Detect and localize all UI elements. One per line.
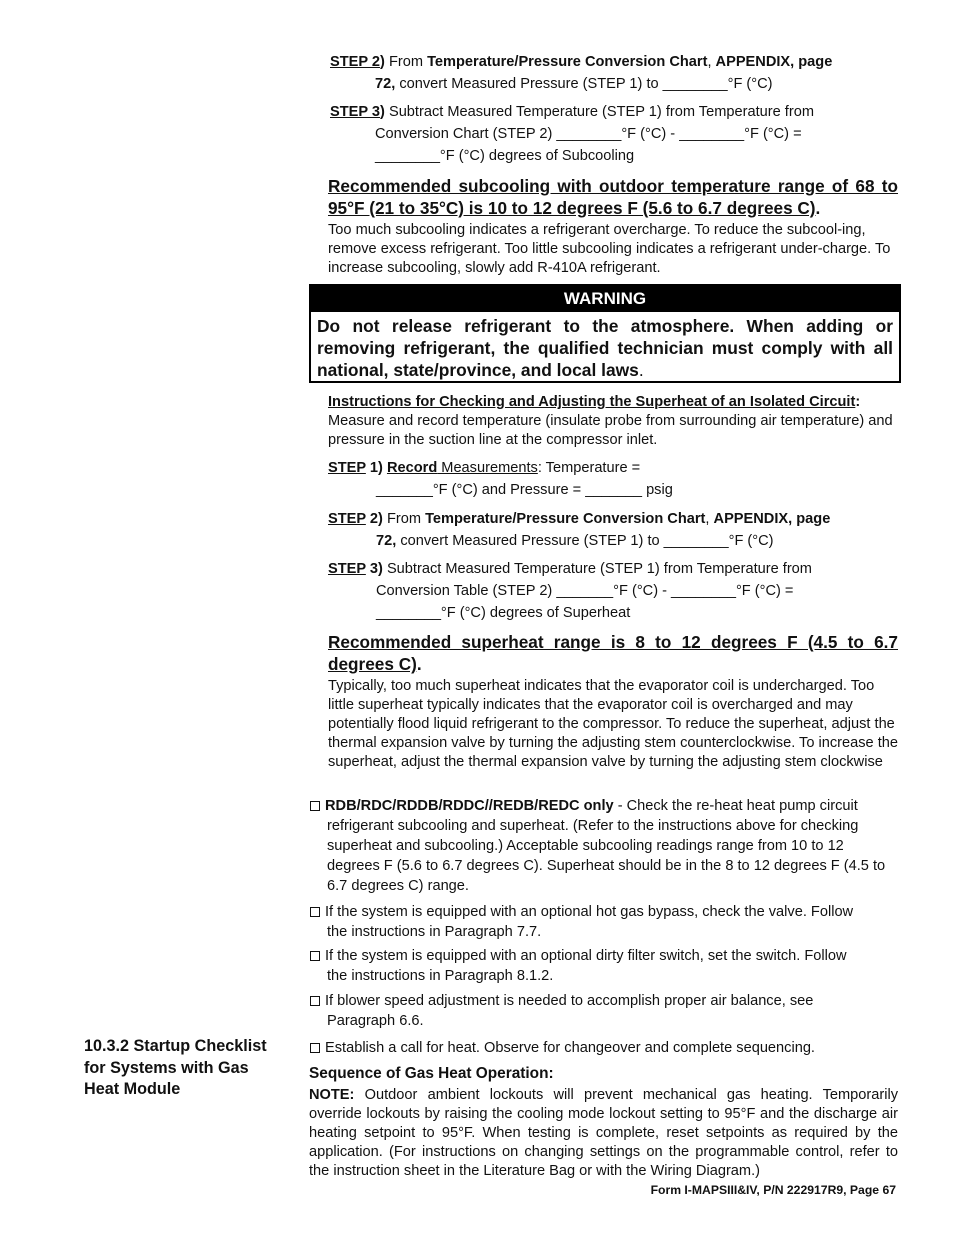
- superheat-step-1: STEP 1) Record Measurements: Temperature = _______°F (°C) and Pressure = _______ psig: [328, 460, 673, 498]
- checkbox-icon[interactable]: [310, 1043, 320, 1053]
- warning-title: WARNING: [311, 286, 899, 312]
- page-footer: Form I-MAPSIII&IV, P/N 222917R9, Page 67: [650, 1183, 896, 1197]
- step-label: STEP 2: [330, 54, 381, 70]
- superheat-step-2: STEP 2) From Temperature/Pressure Conversion Chart, APPENDIX, page 72, convert Measured Pressure (STEP 1) to ________°F (°C): [328, 511, 831, 549]
- recommended-superheat: Recommended superheat range is 8 to 12 degrees F (4.5 to 6.7 degrees C).: [328, 632, 898, 674]
- checklist-item-call-for-heat: Establish a call for heat. Observe for changeover and complete sequencing.: [310, 1038, 900, 1058]
- superheat-heading: Instructions for Checking and Adjusting the Superheat of an Isolated Circuit: [328, 394, 856, 410]
- checkbox-icon[interactable]: [310, 907, 320, 917]
- checkbox-icon[interactable]: [310, 996, 320, 1006]
- checklist-item-reheat: RDB/RDC/RDDB/RDDC//REDB/REDC only - Check the re-heat heat pump circuit refrigerant subcooling and superheat. (Refer to the instructions above for checking superheat and subcooling.) Acceptable subcooling readings range from 10 to 12 degrees F (5.6 to 6.7 degrees C). Superheat should be in the 8 to 12 degrees F (4.5 to 6.7 degrees C) range.: [310, 796, 900, 896]
- checkbox-icon[interactable]: [310, 801, 320, 811]
- superheat-intro: Measure and record temperature (insulate probe from surrounding air temperature) and pressure in the suction line at the compressor inlet.: [328, 413, 893, 448]
- step-label: STEP: [328, 460, 366, 476]
- step-label: STEP: [328, 511, 366, 527]
- superheat-instructions: Instructions for Checking and Adjusting the Superheat of an Isolated Circuit: Measure and record temperature (insulate probe from surrounding air temperature) and pressure in the suction line at the compressor inlet.: [328, 394, 893, 448]
- checklist-item-dirty-filter: If the system is equipped with an optional dirty filter switch, set the switch. Follow the instructions in Paragraph 8.1.2.: [310, 946, 900, 986]
- warning-text: Do not release refrigerant to the atmosphere. When adding or removing refrigerant, the qualified technician must comply with all national, state/province, and local laws.: [317, 316, 893, 380]
- checklist-item-blower-speed: If blower speed adjustment is needed to accomplish proper air balance, see Paragraph 6.6.: [310, 991, 900, 1031]
- note-label: NOTE:: [309, 1087, 355, 1103]
- step-label: STEP 3: [330, 104, 381, 120]
- gas-heat-note: NOTE: Outdoor ambient lockouts will prevent mechanical gas heating. Temporarily override lockouts by raising the cooling mode lockout setting to 95°F and the discharge air heating setpoint to 95°F. When testing is complete, reset setpoints as required by the application. (For instructions on changing settings on the programmable control, refer to the instruction sheet in the Literature Bag or with the Wiring Diagram.): [309, 1087, 898, 1179]
- warning-box: [309, 284, 901, 383]
- sequence-subheading: Sequence of Gas Heat Operation:: [309, 1065, 554, 1082]
- recommended-subcooling: Recommended subcooling with outdoor temperature range of 68 to 95°F (21 to 35°C) is 10 to 12 degrees F (5.6 to 6.7 degrees C).: [328, 176, 898, 218]
- checklist-item-hot-gas-bypass: If the system is equipped with an optional hot gas bypass, check the valve. Follow the instructions in Paragraph 7.7.: [310, 902, 900, 942]
- step-label: STEP: [328, 561, 366, 577]
- superheat-paragraph: Typically, too much superheat indicates that the evaporator coil is undercharged. Too little superheat typically indicates that the evaporator coil is overcharged and may potentially flood liquid refrigerant to the compressor. To reduce the superheat, adjust the thermal expansion valve by turning the adjusting stem counterclockwise. To increase the superheat, adjust the thermal expansion valve by turning the adjusting stem clockwise: [328, 678, 899, 770]
- superheat-step-3: STEP 3) Subtract Measured Temperature (STEP 1) from Temperature from Conversion Table (STEP 2) _______°F (°C) - ________°F (°C) = ________°F (°C) degrees of Superheat: [328, 561, 812, 621]
- section-heading-gas-heat: 10.3.2 Startup Checklist for Systems with Gas Heat Module: [84, 1037, 267, 1098]
- subcool-step-2: STEP 2) From Temperature/Pressure Conversion Chart, APPENDIX, page 72, convert Measured Pressure (STEP 1) to ________°F (°C): [330, 54, 833, 92]
- subcool-step-3: STEP 3) Subtract Measured Temperature (STEP 1) from Temperature from Conversion Chart (STEP 2) ________°F (°C) - ________°F (°C) = ________°F (°C) degrees of Subcooling: [330, 104, 814, 164]
- subcooling-paragraph: Too much subcooling indicates a refrigerant overcharge. To reduce the subcool-ing, remove excess refrigerant. Too little subcooling indicates a refrigerant under-charge. To increase subcooling, slowly add R-410A refrigerant.: [328, 222, 891, 276]
- checkbox-icon[interactable]: [310, 951, 320, 961]
